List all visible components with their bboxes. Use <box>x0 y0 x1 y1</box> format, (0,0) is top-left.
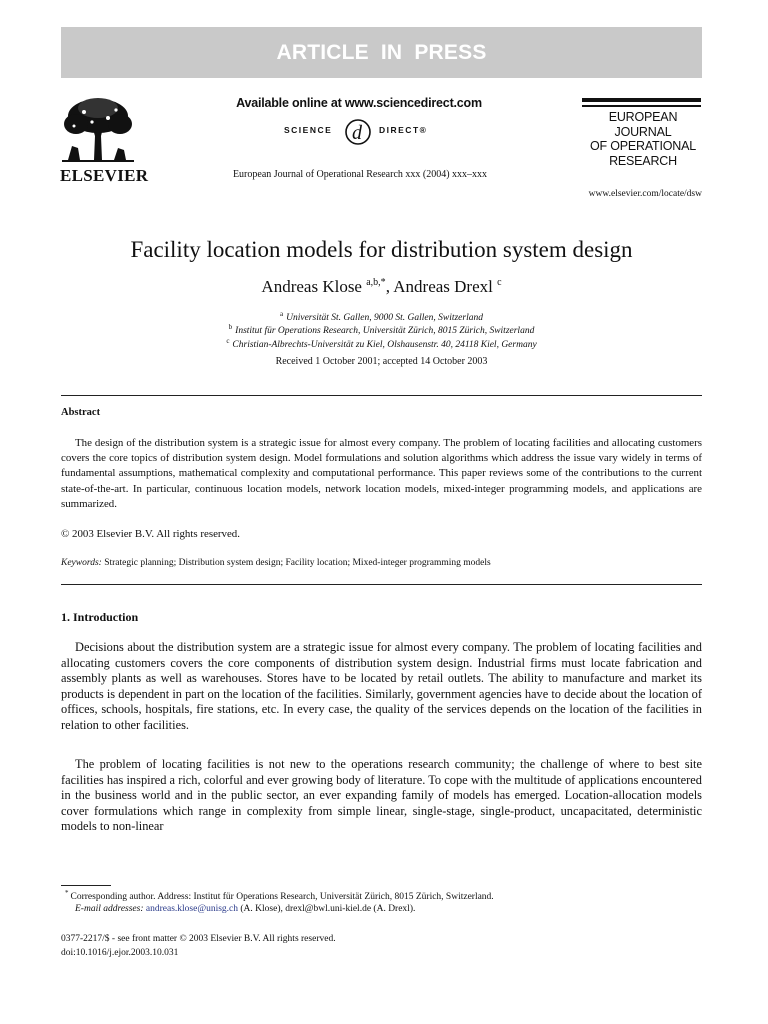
author-separator: , <box>385 277 394 296</box>
svg-text:d: d <box>352 122 362 144</box>
keywords-label: Keywords: <box>61 558 102 568</box>
journal-logo-line: EUROPEAN <box>608 110 678 124</box>
email-owner: (A. Klose), <box>238 904 286 914</box>
paragraph: Decisions about the distribution system are a strategic issue for almost every company. The problem of locating facilities and allocating customers covers the core components of distribution system design. Industrial firms must locate fabrication and assembly plants as well as warehouses. Stores have to be located by retail outlets. The ability to manufacture and market its products is dependent in part on the location of the facilities. Similarly, government agencies have to decide about the location of offices, schools, hospitals, fire stations, etc. In every case, the quality of the services depends on the location of the facilities in relation to other facilities. <box>61 640 702 732</box>
affiliation <box>61 310 702 323</box>
keywords-list: Strategic planning; Distribution system design; Facility location; Mixed-integer programming models <box>104 558 491 568</box>
journal-logo-bar-thin <box>582 105 701 107</box>
journal-citation: European Journal of Operational Research xxx (2004) xxx–xxx <box>232 169 488 180</box>
available-online-text: Available online at www.sciencedirect.com <box>236 96 482 110</box>
journal-logo-line: OF OPERATIONAL <box>589 139 696 153</box>
affiliation <box>61 323 702 336</box>
affiliation-text: Universität St. Gallen, 9000 St. Gallen, Switzerland <box>286 313 483 323</box>
doi-line[interactable]: doi:10.1016/j.ejor.2003.10.031 <box>61 948 179 958</box>
footnote-corresponding-author <box>61 889 711 902</box>
received-dates: Received 1 October 2001; accepted 14 October 2003 <box>275 356 488 367</box>
journal-logo-line: RESEARCH <box>609 153 677 168</box>
issn-line: 0377-2217/$ - see front matter © 2003 Elsevier B.V. All rights reserved. <box>61 934 336 944</box>
sciencedirect-right-word: DIRECT® <box>379 125 428 135</box>
author-affiliation-mark: c <box>497 277 502 288</box>
email-label: E-mail addresses: <box>75 904 144 914</box>
abstract-heading: Abstract <box>61 407 101 418</box>
affiliation-mark: a <box>280 310 284 318</box>
article-title: Facility location models for distribution system design <box>130 237 633 262</box>
footnote-mark: * <box>65 889 69 897</box>
section-heading: 1. Introduction <box>61 610 139 624</box>
email-owner: (A. Drexl). <box>371 904 416 914</box>
email-address[interactable]: drexl@bwl.uni-kiel.de <box>285 904 372 914</box>
paragraph: The problem of locating facilities is not new to the operations research community; the challenge of where to best site facilities has inspired a rich, colorful and ever growing body of literature. To cope with the multitude of applications encountered in the business world and in the public sector, an ever expanding family of models has emerged. Location-allocation models cover formulations which range in complexity from simple linear, single-stage, single-product, uncapacitated, deterministic models to non-linear <box>61 757 702 834</box>
footnote-rule <box>61 885 111 886</box>
abstract-copyright: © 2003 Elsevier B.V. All rights reserved. <box>61 528 240 540</box>
footnote-emails <box>61 904 716 914</box>
affiliation-text: Christian-Albrechts-Universität zu Kiel, Olshausenstr. 40, 24118 Kiel, Germany <box>232 340 537 350</box>
affiliation-mark: c <box>226 337 230 345</box>
author-name: Andreas Drexl <box>393 277 493 296</box>
article-in-press-banner <box>61 27 702 78</box>
publisher-wordmark: ELSEVIER <box>60 166 149 185</box>
affiliation <box>61 337 702 350</box>
journal-url[interactable]: www.elsevier.com/locate/dsw <box>588 189 702 199</box>
author-affiliation-mark: a,b,* <box>366 277 386 288</box>
email-link[interactable]: andreas.klose@unisg.ch <box>145 904 239 914</box>
sciencedirect-left-word: SCIENCE <box>284 125 333 135</box>
keywords <box>61 558 702 568</box>
journal-logo <box>582 110 704 168</box>
journal-logo-line: JOURNAL <box>614 124 672 139</box>
affiliation-text: Institut für Operations Research, Universität Zürich, 8015 Zürich, Switzerland <box>235 326 535 336</box>
elsevier-tree-logo <box>58 96 138 166</box>
divider <box>61 584 702 585</box>
abstract-body: The design of the distribution system is a strategic issue for almost every company. The problem of locating facilities and allocating customers covers the core topics of distribution system design. Model formulations and solution algorithms which address the issue vary widely in terms of fundamental assumptions, mathematical complexity and computational performance. This paper reviews some of the contributions to the current state-of-the-art. In particular, continuous location models, network location models, mixed-integer programming models, and applications are summarized. <box>61 437 702 510</box>
divider <box>61 395 702 396</box>
author-name: Andreas Klose <box>261 277 362 296</box>
journal-logo-bar <box>582 98 701 102</box>
authors-line <box>61 277 702 297</box>
footnote-text: Corresponding author. Address: Institut für Operations Research, Universität Zürich, 8015 Zürich, Switzerland. <box>70 892 494 903</box>
affiliation-mark: b <box>228 323 233 331</box>
banner-text: ARTICLE IN PRESS <box>276 40 487 64</box>
